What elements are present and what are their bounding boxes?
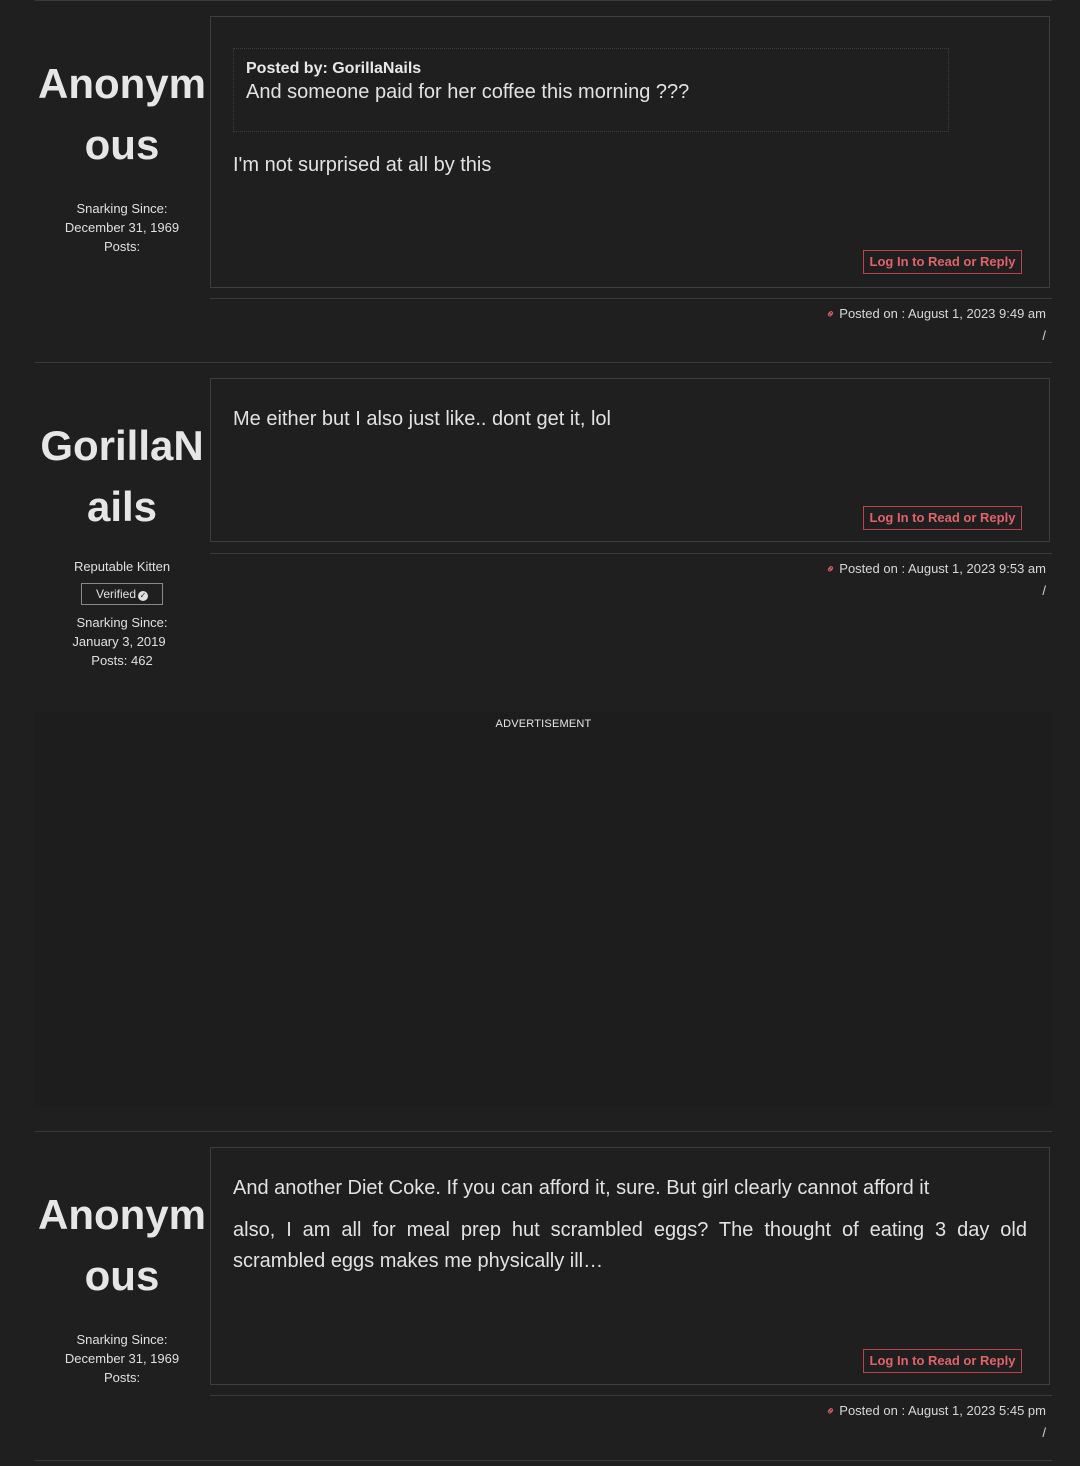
divider [35, 362, 1052, 363]
log-in-to-reply-button[interactable]: Log In to Read or Reply [863, 506, 1022, 530]
author-name-part-1: Anonym [38, 1191, 206, 1238]
author-panel [35, 415, 209, 670]
post-paragraph: also, I am all for meal prep hut scrambled eggs? The thought of eating 3 day old scrambled eggs makes me physically ill… [233, 1219, 1027, 1272]
divider [35, 1131, 1052, 1132]
snarking-since-date: December 31, 1969 [64, 1351, 180, 1366]
post-count: Posts: [103, 1370, 141, 1385]
snarking-since-label: Snarking Since: [76, 1332, 168, 1347]
author-name-part-2: ails [86, 483, 158, 530]
post-body [233, 150, 1027, 192]
link-icon[interactable]: ⚭ [822, 560, 840, 578]
author-meta [35, 613, 209, 670]
post-footer-divider [210, 1395, 1052, 1396]
divider [35, 1460, 1052, 1461]
permalink-slash[interactable]: / [1042, 328, 1046, 343]
post-content-box [210, 378, 1050, 542]
divider [35, 0, 1052, 1]
author-name-part-2: ous [84, 121, 160, 168]
post-paragraph: And another Diet Coke. If you can afford it, sure. But girl clearly cannot afford it [233, 1177, 930, 1199]
quote-author: Posted by: GorillaNails [246, 60, 422, 77]
verified-label: Verified [95, 587, 137, 601]
post-count: Posts: 462 [91, 653, 153, 668]
link-icon[interactable]: ⚭ [822, 305, 840, 323]
snarking-since-label: Snarking Since: [76, 615, 168, 630]
posted-on-date: Posted on : August 1, 2023 5:45 pm [839, 1403, 1046, 1418]
post-body [233, 1173, 1027, 1288]
author-meta [35, 199, 209, 256]
post-footer [822, 303, 1046, 346]
snarking-since-date: December 31, 1969 [64, 220, 180, 235]
post-footer-divider [210, 553, 1052, 554]
author-name-part-1: Anonym [38, 60, 206, 107]
quote-text: And someone paid for her coffee this morning ??? [246, 81, 690, 103]
author-panel [35, 53, 209, 256]
posted-on-date: Posted on : August 1, 2023 9:53 am [839, 561, 1046, 576]
post-paragraph: I'm not surprised at all by this [233, 154, 492, 176]
post-2 [35, 378, 1052, 678]
log-in-to-reply-button[interactable]: Log In to Read or Reply [863, 1349, 1022, 1373]
post-count: Posts: [103, 239, 141, 254]
verified-badge [81, 583, 163, 605]
post-footer [822, 1400, 1046, 1443]
permalink-slash[interactable]: / [1042, 1425, 1046, 1440]
snarking-since-label: Snarking Since: [76, 201, 168, 216]
author-panel [35, 1184, 209, 1387]
post-footer-divider [210, 298, 1052, 299]
author-name-part-1: GorillaN [40, 422, 204, 469]
post-content-box [210, 16, 1050, 288]
snarking-since-date: January 3, 2019 [72, 634, 166, 649]
author-name[interactable] [35, 415, 209, 537]
author-name[interactable] [35, 1184, 209, 1306]
post-paragraph: Me either but I also just like.. dont get it, lol [233, 408, 611, 430]
author-name[interactable] [35, 53, 209, 175]
post-1 [35, 16, 1052, 346]
post-body [233, 404, 1027, 446]
user-rank: Reputable Kitten [73, 559, 171, 574]
advertisement-label: ADVERTISEMENT [495, 718, 592, 730]
post-content-box [210, 1147, 1050, 1385]
author-name-part-2: ous [84, 1252, 160, 1299]
quote-block [233, 48, 949, 132]
post-3 [35, 1147, 1052, 1457]
posted-on-date: Posted on : August 1, 2023 9:49 am [839, 306, 1046, 321]
author-meta [35, 1330, 209, 1387]
log-in-to-reply-button[interactable]: Log In to Read or Reply [863, 250, 1022, 274]
permalink-slash[interactable]: / [1042, 583, 1046, 598]
check-circle-icon: ✓ [139, 591, 147, 600]
post-footer [822, 558, 1046, 601]
link-icon[interactable]: ⚭ [822, 1402, 840, 1420]
advertisement-block [35, 712, 1052, 1106]
